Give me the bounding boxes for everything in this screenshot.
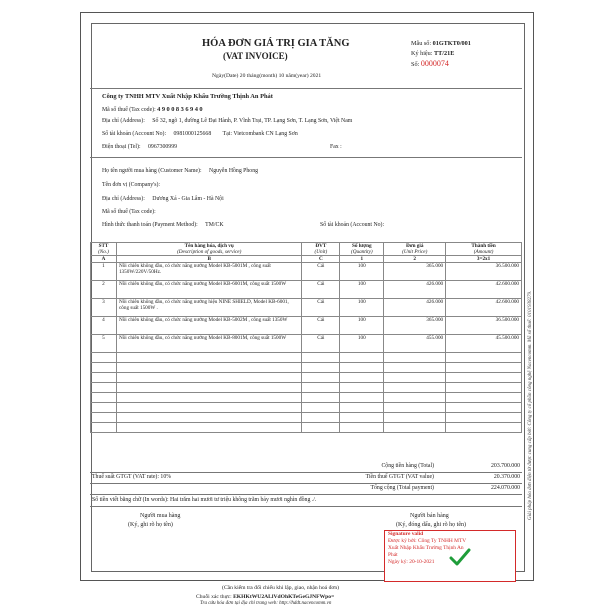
cell-unit: Cái (302, 317, 340, 335)
seller-phone-label: Điện thoại (Tel): (102, 144, 141, 150)
empty-cell (91, 423, 117, 433)
empty-cell (340, 363, 384, 373)
subtotal-value: 203.700.000 (491, 463, 520, 469)
empty-cell (446, 403, 522, 413)
seller-address (102, 118, 352, 124)
seller-account-label: Số tài khoản (Account No): (102, 131, 167, 137)
signature-line: Được ký bởi: Công Ty TNHH MTV (388, 538, 467, 544)
table-row (91, 299, 522, 317)
buyer-company: Tên đơn vị (Company's): (102, 182, 161, 188)
side-note-text: Giải pháp hóa đơn điện tử được cung cấp bởi: Công ty cổ phần công nghệ Nacencomm. Mã số thuế: 0101938279. (528, 290, 533, 520)
cell-qty: 100 (340, 335, 384, 353)
buyer-name (102, 168, 258, 174)
vat-amount-label: Tiền thuế GTGT (VAT value) (365, 474, 434, 480)
empty-cell (91, 383, 117, 393)
check-note: (Cần kiểm tra đối chiếu khi lập, giao, nhận hoá đơn) (222, 585, 339, 591)
buyer-signature-title: Người mua hàng (140, 513, 181, 519)
empty-cell (384, 423, 446, 433)
invoice-number (411, 59, 449, 68)
cell-unit: Cái (302, 263, 340, 281)
header-cell: ĐVT (Unit) (302, 243, 340, 256)
table-empty-row (91, 403, 522, 413)
seller-phone (102, 144, 177, 150)
divider (90, 483, 522, 484)
table-row (91, 281, 522, 299)
lookup-note: Tra cứu hóa đơn tại địa chỉ trang web: http://hddt.nacencomm.vn (200, 601, 332, 606)
empty-cell (116, 363, 301, 373)
seller-account-value: 0981000125668 (173, 131, 212, 137)
empty-cell (384, 413, 446, 423)
seller-address-label: Địa chỉ (Address): (102, 118, 145, 124)
empty-cell (384, 403, 446, 413)
serial-value: TT/21E (434, 50, 455, 57)
empty-cell (302, 363, 340, 373)
serial-label: Ký hiệu: (411, 50, 433, 57)
cell-amount: 42.600.000 (446, 299, 522, 317)
signature-valid-title: Signature valid (388, 531, 424, 537)
invoice-number-label: Số: (411, 61, 420, 68)
words-label: Số tiền viết bằng chữ (In words): (92, 497, 169, 503)
cell-unit: Cái (302, 335, 340, 353)
auth-chain (196, 594, 334, 600)
table-empty-row (91, 373, 522, 383)
total-value: 224.070.000 (491, 485, 520, 491)
seller-signature-title: Người bán hàng (410, 513, 449, 519)
header-cell: STT (No.) (91, 243, 117, 256)
form-number (411, 40, 471, 47)
table-empty-row (91, 413, 522, 423)
table-code-row (91, 256, 522, 263)
cell-desc: Nồi chiên không dầu, có chức năng nướng Model KB-6001M, công suất 1500W (116, 281, 301, 299)
code-cell: 2 (384, 256, 446, 263)
side-note (528, 291, 533, 520)
divider (90, 88, 522, 89)
table-header-row (91, 243, 522, 256)
cell-unit: Cái (302, 299, 340, 317)
cell-qty: 100 (340, 317, 384, 335)
empty-cell (91, 373, 117, 383)
empty-cell (340, 393, 384, 403)
empty-cell (302, 413, 340, 423)
header-cell: Số lượng (Quantity) (340, 243, 384, 256)
empty-cell (384, 393, 446, 403)
form-number-label: Mẫu số: (411, 40, 432, 47)
invoice-number-value: 0000074 (420, 59, 449, 68)
empty-cell (446, 383, 522, 393)
cell-qty: 100 (340, 281, 384, 299)
empty-cell (384, 353, 446, 363)
table-row (91, 335, 522, 353)
signature-valid-box (384, 530, 516, 582)
empty-cell (91, 363, 117, 373)
seller-account (102, 131, 298, 137)
cell-amount: 36.500.000 (446, 317, 522, 335)
auth-chain-label: Chuỗi xác thực: (196, 594, 232, 600)
empty-cell (446, 353, 522, 363)
cell-unit: Cái (302, 281, 340, 299)
cell-price: 365.000 (384, 263, 446, 281)
empty-cell (340, 413, 384, 423)
cell-stt: 5 (91, 335, 117, 353)
signature-date: Ngày ký: 20-10-2021 (388, 559, 435, 565)
empty-cell (446, 413, 522, 423)
table-empty-row (91, 393, 522, 403)
empty-cell (116, 403, 301, 413)
amount-in-words (92, 497, 522, 503)
seller-signature-sub: (Ký, đóng dấu, ghi rõ họ tên) (396, 522, 466, 528)
empty-cell (116, 353, 301, 363)
empty-cell (302, 403, 340, 413)
cell-stt: 3 (91, 299, 117, 317)
table-empty-row (91, 423, 522, 433)
code-cell: A (91, 256, 117, 263)
empty-cell (340, 373, 384, 383)
subtotal-label: Cộng tiền hàng (Total) (381, 463, 434, 469)
empty-cell (91, 393, 117, 403)
code-cell: 3=2x1 (446, 256, 522, 263)
seller-fax: Fax : (330, 144, 342, 150)
cell-desc: Nồi chiên không dầu, có chức năng nướng hiệu NINE SHIELD, Model KB-6001, công suất 1500W . (116, 299, 301, 317)
vat-amount-value: 20.370.000 (493, 474, 520, 480)
table-row (91, 317, 522, 335)
items-table (90, 242, 522, 433)
vat-rate: Thuế suất GTGT (VAT rate): 10% (92, 474, 172, 480)
buyer-payment-value: TM/CK (205, 222, 224, 228)
empty-cell (446, 423, 522, 433)
empty-cell (302, 383, 340, 393)
signature-line: Xuất Nhập Khẩu Trường Thịnh An (388, 545, 464, 551)
empty-cell (340, 353, 384, 363)
empty-cell (302, 393, 340, 403)
empty-cell (91, 403, 117, 413)
words-value: Hai trăm hai mươi tư triệu không trăm bảy mươi nghìn đồng ./. (170, 497, 317, 503)
header-cell: Tên hàng hóa, dịch vụ (Description of goods, service) (116, 243, 301, 256)
cell-desc: Nồi chiên không dầu, có chức năng nướng Model KB-5002M , công suất 1350W (116, 317, 301, 335)
table-empty-row (91, 383, 522, 393)
cell-stt: 1 (91, 263, 117, 281)
buyer-address-label: Địa chỉ (Address): (102, 196, 145, 202)
table-empty-row (91, 363, 522, 373)
empty-cell (116, 413, 301, 423)
code-cell: C (302, 256, 340, 263)
empty-cell (116, 383, 301, 393)
cell-qty: 100 (340, 263, 384, 281)
empty-cell (384, 363, 446, 373)
buyer-payment-label: Hình thức thanh toán (Payment Method): (102, 222, 198, 228)
seller-address-value: Số 32, ngõ 1, đường Lê Đại Hành, P. Vĩnh Trại, TP. Lạng Sơn, T. Lạng Sơn, Việt Nam (152, 118, 353, 124)
empty-cell (302, 373, 340, 383)
seller-tax-value: 4900836940 (157, 106, 205, 113)
buyer-signature-sub: (Ký, ghi rõ họ tên) (128, 522, 173, 528)
seller-company: Công ty TNHH MTV Xuất Nhập Khẩu Trường Thịnh An Phát (102, 93, 273, 100)
buyer-name-value: Nguyễn Hồng Phong (209, 168, 258, 174)
empty-cell (384, 373, 446, 383)
cell-amount: 42.600.000 (446, 281, 522, 299)
empty-cell (116, 423, 301, 433)
cell-price: 426.000 (384, 299, 446, 317)
empty-cell (446, 393, 522, 403)
cell-amount: 45.500.000 (446, 335, 522, 353)
buyer-address (102, 196, 224, 202)
divider (90, 157, 522, 158)
cell-qty: 100 (340, 299, 384, 317)
empty-cell (91, 413, 117, 423)
buyer-tax: Mã số thuế (Tax code): (102, 209, 156, 215)
auth-chain-value: EKHKtWU2ALlVdOhKTeGeGJNFWpo= (233, 594, 335, 600)
empty-cell (302, 353, 340, 363)
seller-tax-label: Mã số thuế (Tax code): (102, 107, 156, 113)
signature-line: Phát (388, 552, 398, 558)
buyer-name-label: Họ tên người mua hàng (Customer Name): (102, 168, 202, 174)
total-label: Tổng cộng (Total payment) (370, 485, 434, 491)
empty-cell (116, 373, 301, 383)
divider (90, 472, 522, 473)
code-cell: B (116, 256, 301, 263)
empty-cell (446, 373, 522, 383)
invoice-date: Ngày(Date) 20 tháng(month) 10 năm(year) 2021 (212, 73, 322, 79)
empty-cell (302, 423, 340, 433)
empty-cell (384, 383, 446, 393)
cell-desc: Nồi chiên không dầu, có chức năng nướng Model KB-8001M, công suất 1500W (116, 335, 301, 353)
checkmark-icon (449, 547, 471, 567)
seller-tax (102, 106, 204, 113)
serial (411, 50, 454, 57)
cell-price: 365.000 (384, 317, 446, 335)
cell-price: 455.000 (384, 335, 446, 353)
divider (90, 494, 522, 495)
cell-amount: 36.500.000 (446, 263, 522, 281)
seller-bank: Tại: Vietcombank CN Lạng Sơn (222, 131, 298, 137)
code-cell: 1 (340, 256, 384, 263)
buyer-address-value: Dương Xá - Gia Lâm - Hà Nội (152, 196, 224, 202)
empty-cell (91, 353, 117, 363)
seller-phone-value: 0967300999 (148, 144, 177, 150)
invoice-title: HÓA ĐƠN GIÁ TRỊ GIA TĂNG (202, 38, 350, 49)
invoice-subtitle: (VAT INVOICE) (223, 51, 288, 61)
cell-desc: Nồi chiên không dầu, có chức năng nướng Model KB-5001M , công suất 1350W/220V/50Hz. (116, 263, 301, 281)
empty-cell (340, 403, 384, 413)
empty-cell (116, 393, 301, 403)
buyer-payment (102, 222, 224, 228)
cell-price: 426.000 (384, 281, 446, 299)
empty-cell (446, 363, 522, 373)
divider (90, 506, 522, 507)
empty-cell (340, 383, 384, 393)
cell-stt: 2 (91, 281, 117, 299)
form-number-value: 01GTKT0/001 (432, 40, 471, 47)
table-empty-row (91, 353, 522, 363)
buyer-account: Số tài khoản (Account No): (320, 222, 385, 228)
empty-cell (340, 423, 384, 433)
header-cell: Thành tiền (Amount) (446, 243, 522, 256)
header-cell: Đơn giá (Unit Price) (384, 243, 446, 256)
table-row (91, 263, 522, 281)
cell-stt: 4 (91, 317, 117, 335)
